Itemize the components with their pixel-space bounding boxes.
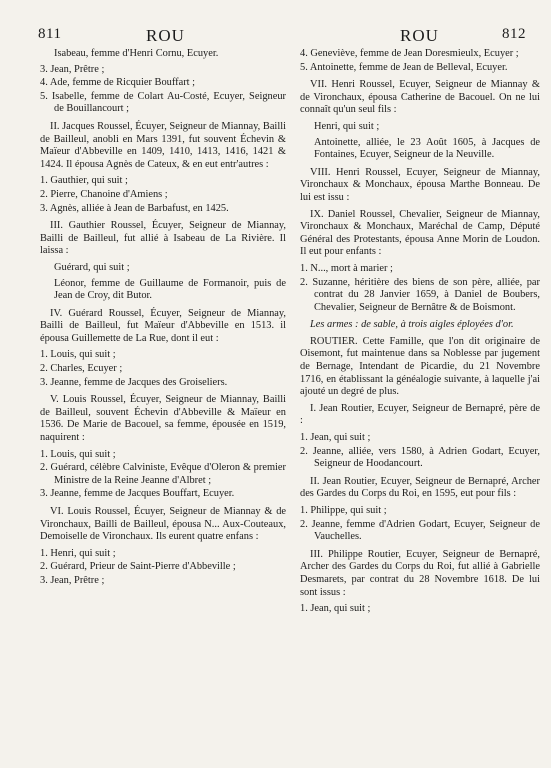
list-children-philippe: [300, 603, 540, 616]
paragraph-jacques-roussel: II. Jacques Roussel, Écuyer, Seigneur de Miannay, Bailli de Bailleul, anobli en Mars 1391, fut souvent Échevin & Maïeur d'Abbeville en 1409, 1410, 1413, 1416, 1421 & 1424. Il épousa Agnès de Cateux, & en eut entr'autres :: [40, 120, 286, 170]
list-item: 2. Jeanne, alliée, vers 1580, à Adrien Godart, Ecuyer, Seigneur de Hoodancourt.: [300, 445, 540, 470]
list-children-jacques: [40, 175, 286, 215]
paragraph-louis-roussel-v: V. Louis Roussel, Écuyer, Seigneur de Miannay, Bailli de Bailleul, souvent Échevin d'Abbeville & Maïeur en 1536. De Marie de Bacouel, sa femme, épousée en 1519, naquirent :: [40, 394, 286, 444]
right-page-number: 812: [502, 26, 526, 42]
list-children-guerard: [40, 349, 286, 389]
list-item: Léonor, femme de Guillaume de Formanoir, puis de Jean de Croy, dit Butor.: [54, 277, 286, 302]
list-item: 3. Jean, Prêtre ;: [40, 574, 105, 586]
list-item: 3. Jeanne, femme de Jacques Bouffart, Ecuyer.: [40, 488, 235, 500]
list-item: 1. Gauthier, qui suit ;: [40, 175, 128, 187]
list-children-louis-vi: [40, 548, 286, 588]
list-item: 1. Louis, qui suit ;: [40, 349, 116, 361]
right-running-title: ROU: [400, 26, 439, 45]
list-children-louis-v: [40, 449, 286, 501]
list-item: 1. Jean, qui suit ;: [300, 432, 371, 444]
list-item: 1. Louis, qui suit ;: [40, 448, 116, 460]
list-item: 4. Geneviève, femme de Jean Doresmieulx, Ecuyer ;: [300, 48, 519, 59]
list-item: 2. Suzanne, héritière des biens de son père, alliée, par contrat du 28 Janvier 1659, à Daniel de Boubers, Chevalier, Seigneur de Bernâtre & de Boismont.: [300, 276, 540, 313]
list-item: 1. N..., mort à marier ;: [300, 262, 393, 274]
paragraph-henri-roussel-vii: VII. Henri Roussel, Ecuyer, Seigneur de Miannay & de Vironchaux, épousa Catherine de Bacouel. On ne lui connaît qu'un seul fils :: [300, 79, 540, 116]
list-item: 5. Isabelle, femme de Colart Au-Costé, Ecuyer, Seigneur de Bouillancourt ;: [40, 90, 286, 115]
left-column: [40, 48, 286, 593]
paragraph-routier-family: ROUTIER. Cette Famille, que l'on dit originaire de Oisemont, fut maintenue dans sa Noblesse par jugement de Bernage, Intendant de Picardie, du 21 Novembre 1716, en établissant la généalogie suivante, à laquelle j'ai ajouté un degré de plus.: [300, 335, 540, 398]
paragraph-henri-roussel-viii: VIII. Henri Roussel, Ecuyer, Seigneur de Miannay, Vironchaux & Monchaux, épousa Marthe Bonneau. De lui est issu :: [300, 166, 540, 203]
paragraph-daniel-roussel: IX. Daniel Roussel, Chevalier, Seigneur de Miannay, Vironchaux & Monchaux, Maréchal de Camp, Député Général des Protestants, épousa Anne Morin de Loudon. Il eut pour enfants :: [300, 208, 540, 258]
coat-of-arms: Les armes : de sable, à trois aigles éployées d'or.: [310, 319, 514, 331]
list-children-jean-i: [300, 432, 540, 471]
list-item: 2. Pierre, Chanoine d'Amiens ;: [40, 188, 168, 200]
paragraph-gauthier-roussel: III. Gauthier Roussel, Écuyer, Seigneur de Miannay, Bailli de Bailleul, fut allié à Isabeau de La Rivière. Il laissa :: [40, 220, 286, 257]
list-item: Henri, qui suit ;: [314, 120, 380, 132]
list-item: 5. Antoinette, femme de Jean de Belleval, Ecuyer.: [300, 61, 508, 73]
left-page-number: 811: [38, 26, 62, 42]
paragraph-jean-routier-ii: II. Jean Routier, Ecuyer, Seigneur de Bernapré, Archer des Gardes du Corps du Roi, en 1595, eut pour fils :: [300, 475, 540, 500]
list-item: 2. Guérard, Prieur de Saint-Pierre d'Abbeville ;: [40, 561, 236, 573]
list-children-jean-ii: [300, 505, 540, 544]
list-children-henri-vii: [300, 121, 540, 162]
paragraph-philippe-routier: III. Philippe Routier, Ecuyer, Seigneur de Bernapré, Archer des Gardes du Corps du Roi, fut allié à Gabrielle Desmarets, par contrat du 28 Novembre 1618. De lui sont issus :: [300, 548, 540, 598]
list-item: Antoinette, alliée, le 23 Août 1605, à Jacques de Fontaines, Ecuyer, Seigneur de la Neuville.: [314, 136, 540, 161]
list-children-gauthier: [40, 262, 286, 303]
paragraph-guerard-roussel: IV. Guérard Roussel, Écuyer, Seigneur de Miannay, Bailli de Bailleul, fut Maïeur d'Abbeville en 1513. il épousa Guillemette de La Rue, dont il eut :: [40, 307, 286, 344]
list-item: 3. Agnès, alliée à Jean de Barbafust, en 1425.: [40, 202, 229, 214]
list-item: 3. Jean, Prêtre ;: [40, 63, 105, 75]
list-children-top-right: [300, 48, 540, 74]
list-item: Guérard, qui suit ;: [54, 261, 130, 273]
list-item: 1. Henri, qui suit ;: [40, 547, 116, 559]
list-item: 4. Ade, femme de Ricquier Bouffart ;: [40, 77, 196, 89]
list-item: 3. Jeanne, femme de Jacques des Groiseliers.: [40, 376, 228, 388]
list-children-top-left: [40, 64, 286, 116]
list-item: 1. Philippe, qui suit ;: [300, 505, 387, 516]
paragraph-jean-routier-i: I. Jean Routier, Ecuyer, Seigneur de Bernapré, père de :: [300, 402, 540, 427]
list-item: 1. Jean, qui suit ;: [300, 603, 371, 615]
list-children-daniel: [300, 263, 540, 314]
list-item: 2. Jeanne, femme d'Adrien Godart, Ecuyer, Seigneur de Vauchelles.: [300, 518, 540, 543]
left-running-title: ROU: [146, 26, 185, 45]
paragraph-louis-roussel-vi: VI. Louis Roussel, Écuyer, Seigneur de Miannay & de Vironchaux, Bailli de Bailleul, épousa N... Aux-Couteaux, Demoiselle de Vironchaux. Ils eurent quatre enfans :: [40, 506, 286, 543]
right-column: [300, 48, 540, 621]
list-item: 2. Guérard, célèbre Calviniste, Evêque d'Oleron & premier Ministre de la Reine Jeanne d'Albret ;: [40, 462, 286, 486]
entry-isabeau: Isabeau, femme d'Henri Cornu, Ecuyer.: [54, 48, 219, 59]
list-item: 2. Charles, Ecuyer ;: [40, 363, 123, 375]
